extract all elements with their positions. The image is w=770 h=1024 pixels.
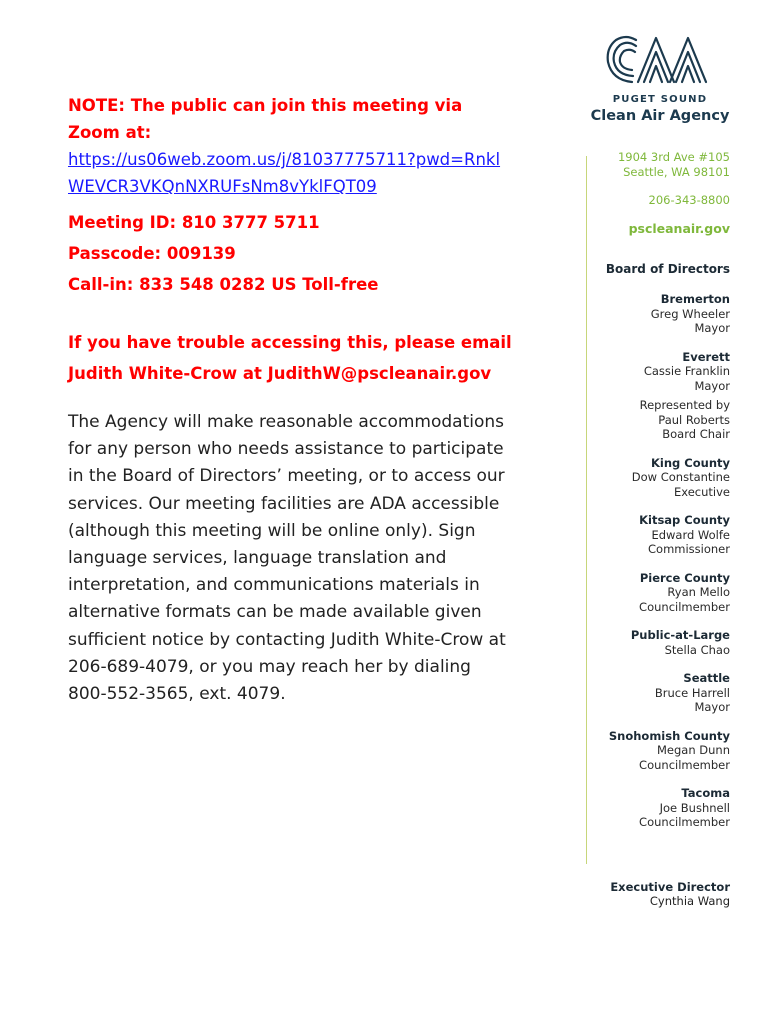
zoom-note: NOTE: The public can join this meeting via Zoom at: (68, 96, 463, 142)
member-title: Paul Roberts (658, 412, 730, 427)
passcode: Passcode: 009139 (68, 244, 236, 263)
member-area: Kitsap County (639, 513, 730, 527)
board-member (590, 786, 730, 830)
address-line-2: Seattle, WA 98101 (623, 165, 730, 179)
address (590, 150, 730, 180)
member-area: Pierce County (639, 570, 730, 585)
board-member (590, 292, 730, 336)
member-area: Public-at-Large (630, 628, 730, 642)
letterhead-divider (586, 156, 587, 864)
member-title: Councilmember (639, 599, 730, 614)
member-name: Stella Chao (664, 642, 730, 657)
member-name: Greg Wheeler (650, 306, 730, 321)
member-name: Joe Bushnell (659, 800, 730, 815)
member-name: Dow Constantine (631, 470, 730, 484)
board-heading: Board of Directors (605, 262, 730, 276)
member-name: Ryan Mello (667, 585, 730, 599)
trouble-line-1: If you have trouble accessing this, please email (68, 333, 512, 352)
member-name: Edward Wolfe (651, 527, 730, 542)
member-role: Board Chair (662, 427, 730, 441)
board-member (590, 671, 730, 715)
meeting-notice (68, 92, 514, 708)
exec-heading: Executive Director (610, 879, 730, 894)
member-title: Councilmember (639, 815, 730, 829)
board-member (590, 350, 730, 394)
member-name: Megan Dunn (656, 743, 730, 757)
org-region: PUGET SOUND (612, 94, 708, 105)
member-title: Mayor (694, 321, 730, 335)
address-line-1: 1904 3rd Ave #105 (617, 150, 730, 164)
member-area: Tacoma (681, 786, 730, 800)
member-area: Bremerton (660, 292, 730, 306)
member-name: Represented by (639, 398, 730, 412)
phone-number: 206-343-8800 (648, 193, 730, 207)
exec-name: Cynthia Wang (649, 894, 730, 908)
board-member (590, 571, 730, 615)
letterhead (590, 30, 730, 909)
board-member (590, 628, 730, 657)
member-title: Mayor (694, 378, 730, 393)
board-member (590, 729, 730, 773)
meeting-id: Meeting ID: 810 3777 5711 (68, 213, 320, 232)
accommodation-paragraph: The Agency will make reasonable accommodations for any person who needs assistance to participate in the Board of Directors’ meeting, or to access our services. Our meeting facilities are ADA accessible (although this meeting will be online only). Sign language services, language translation and interpretation, and communications materials in alternative formats can be made available given sufficient notice by contacting Judith White-Crow at 206-689-4079, or you may reach her by dialing 800-552-3565, ext. 4079. (68, 412, 506, 705)
member-title: Executive (674, 484, 730, 499)
member-title: Mayor (694, 700, 730, 714)
member-area: Seattle (683, 671, 730, 685)
caa-logo-icon (602, 30, 718, 88)
member-title: Commissioner (648, 542, 730, 556)
member-title: Councilmember (639, 757, 730, 772)
zoom-link[interactable]: https://us06web.zoom.us/j/81037775711?pwd=RnklWEVCR3VKQnNXRUFsNm8vYklFQT09 (68, 150, 501, 196)
agency-logo (590, 30, 730, 124)
board-member (590, 398, 730, 442)
member-area: King County (651, 455, 730, 470)
org-name: Clean Air Agency (590, 108, 730, 124)
member-name: Cassie Franklin (643, 364, 730, 378)
website[interactable]: pscleanair.gov (628, 221, 730, 236)
member-area: Snohomish County (608, 728, 730, 743)
board-member (590, 513, 730, 557)
board-member (590, 456, 730, 500)
trouble-line-2: Judith White-Crow at JudithW@pscleanair.gov (68, 364, 492, 383)
call-in: Call-in: 833 548 0282 US Toll-free (68, 275, 379, 294)
member-name: Bruce Harrell (654, 685, 730, 700)
member-area: Everett (682, 349, 730, 364)
executive-director (590, 880, 730, 909)
